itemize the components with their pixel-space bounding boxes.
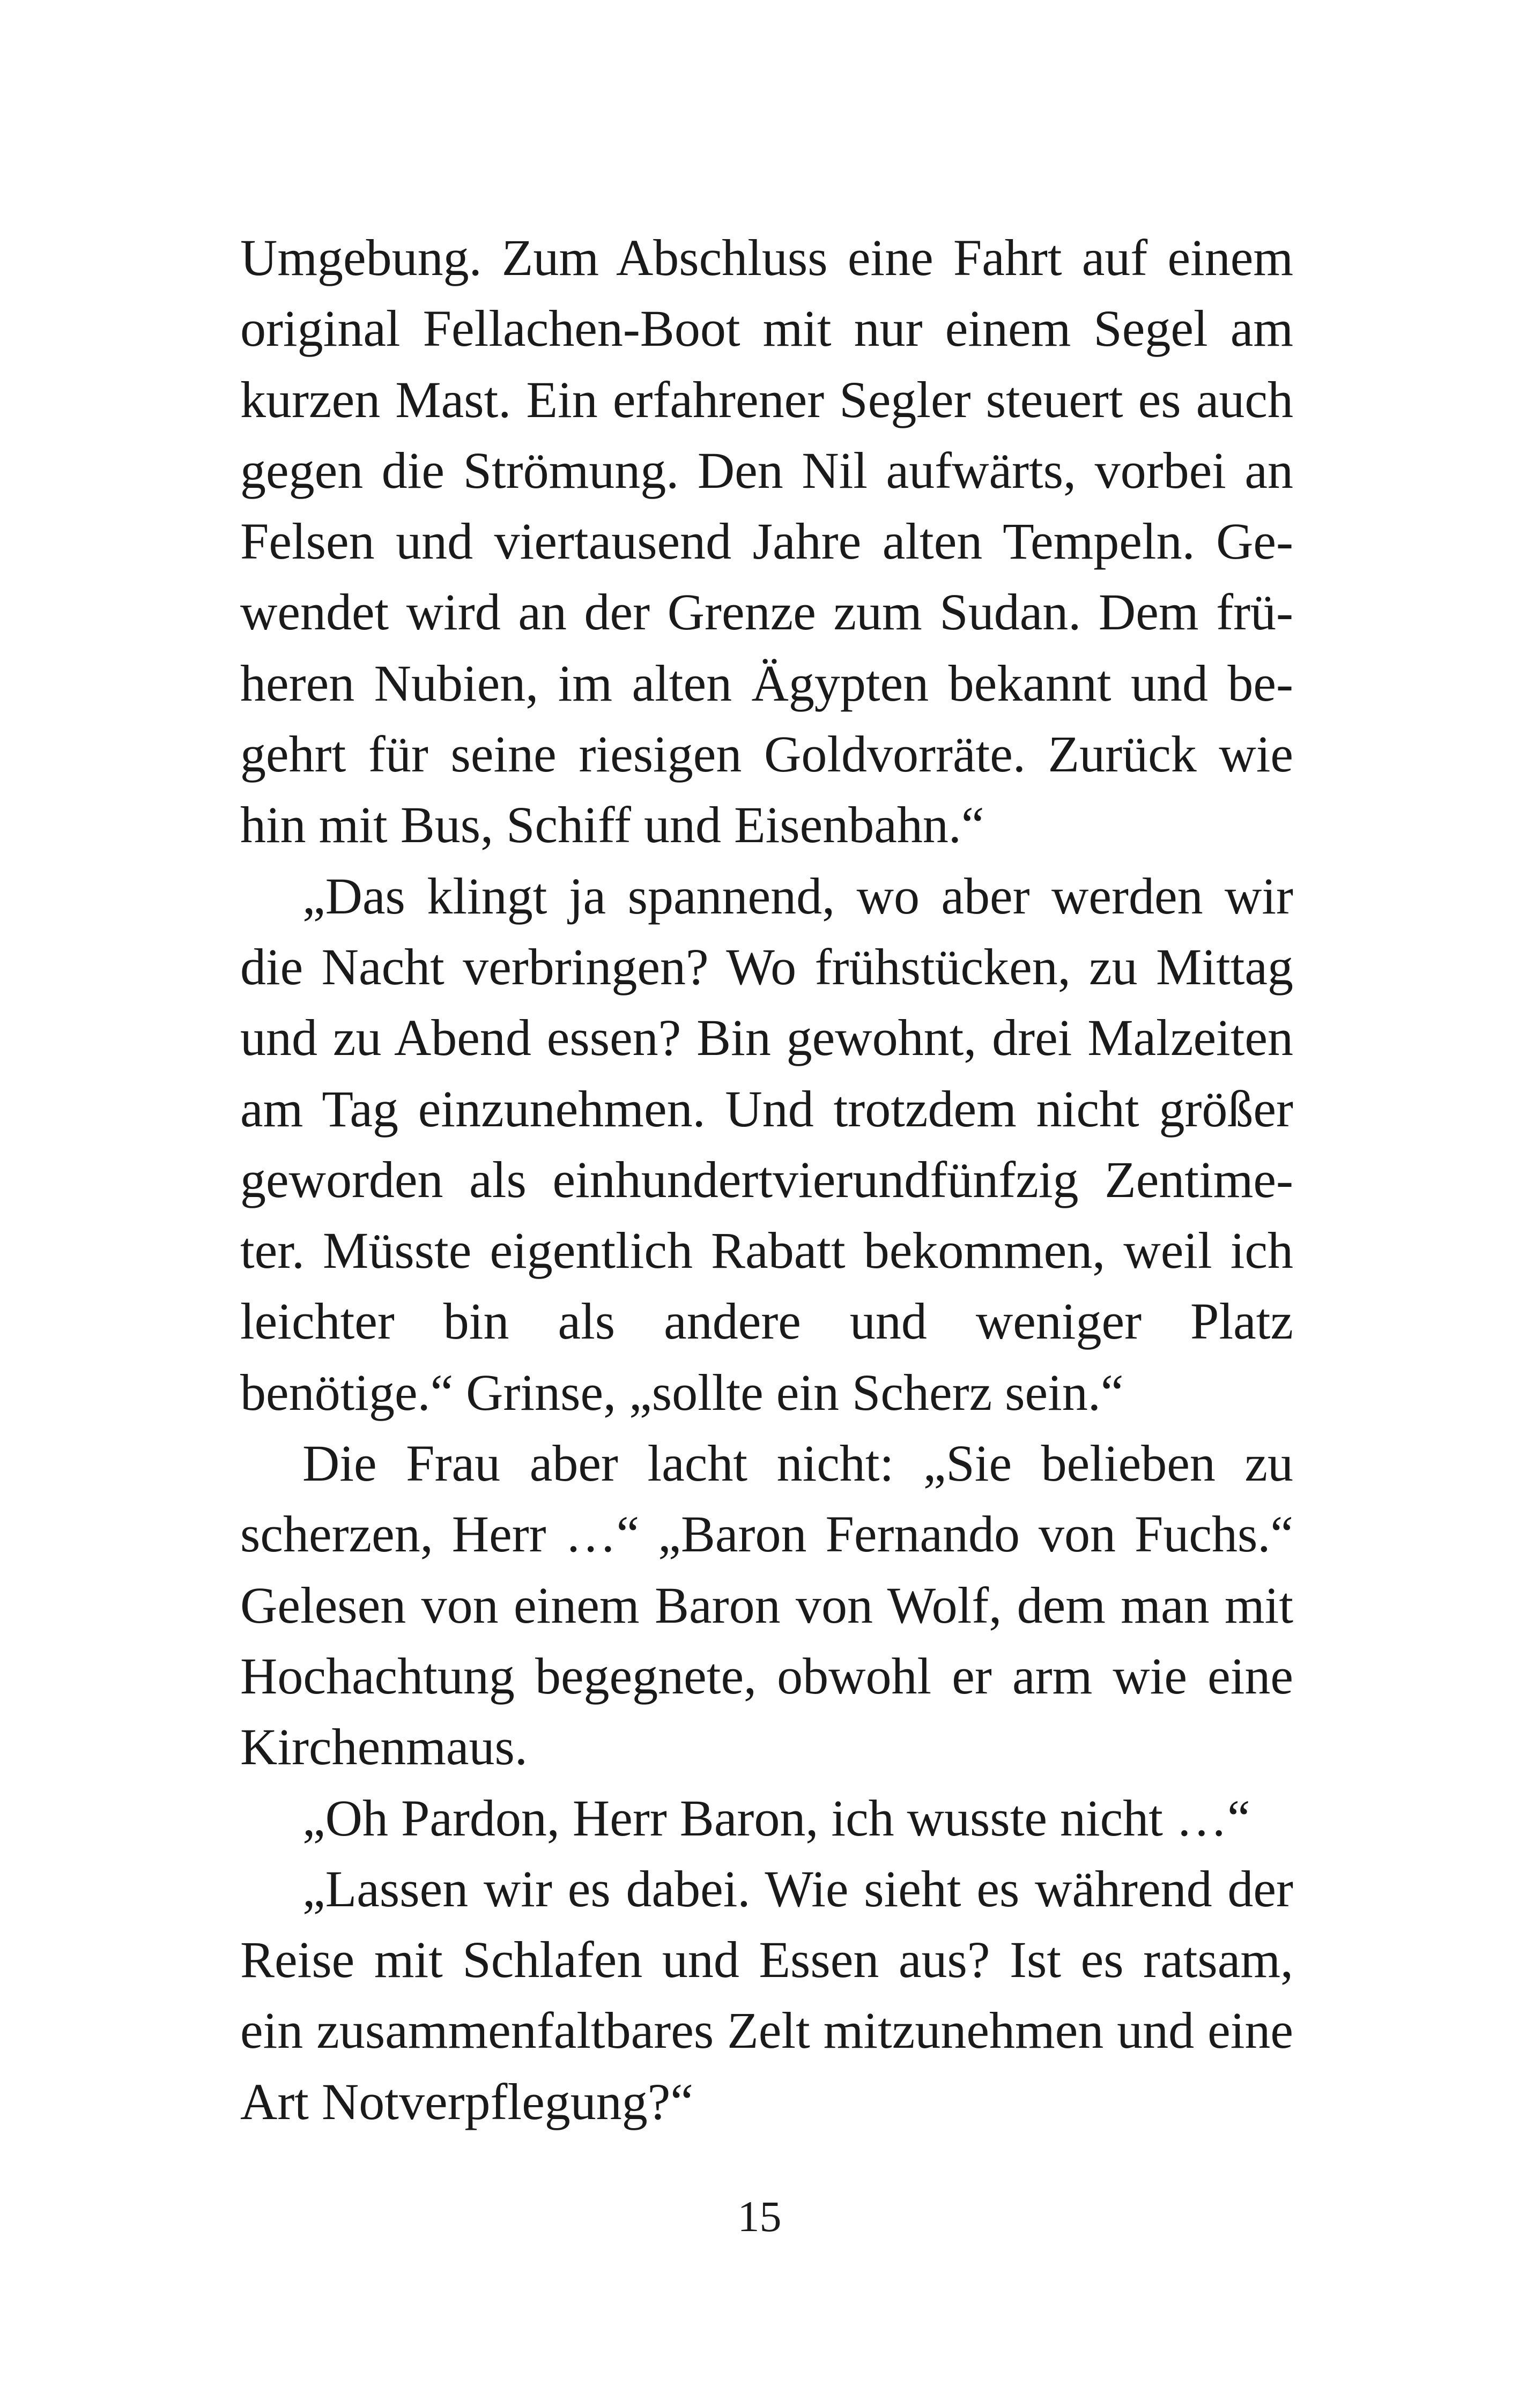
paragraph-1: Umgebung. Zum Abschluss eine Fahrt auf einem original Fellachen-Boot mit nur einem Segel am kurzen Mast. Ein erfahrener Segler steuert es auch gegen die Strömung. Den Nil aufwärts, vorbei an Felsen und viertausend Jahre alten Tempeln. Gewendet wird an der Grenze zum Sudan. Dem früheren Nubien, im alten Ägypten bekannt und begehrt für seine riesigen Goldvorräte. Zurück wie hin mit Bus, Schiff und Eisenbahn.“ xyxy=(240,229,1293,854)
paragraph-4: „Oh Pardon, Herr Baron, ich wusste nicht …“ xyxy=(302,1789,1250,1847)
paragraph-3: Die Frau aber lacht nicht: „Sie belieben zu scherzen, Herr …“ „Baron Fernando von Fuchs.“ Gelesen von einem Baron von Wolf, dem man mit Hochachtung begegnete, obwohl er arm wie eine Kirchenmaus. xyxy=(240,1435,1293,1776)
paragraph-2: „Das klingt ja spannend, wo aber werden wir die Nacht verbringen? Wo frühstücken, zu Mittag und zu Abend essen? Bin gewohnt, drei Malzeiten am Tag einzunehmen. Und trotzdem nicht größer geworden als einhundertvierundfünfzig Zentimeter. Müsste eigentlich Rabatt bekommen, weil ich leichter bin als andere und weniger Platz benötige.“ Grinse, „sollte ein Scherz sein.“ xyxy=(240,867,1293,1421)
paragraph-5: „Lassen wir es dabei. Wie sieht es während der Reise mit Schlafen und Essen aus? Ist es ratsam, ein zusammenfaltbares Zelt mitzunehmen und eine Art Notverpflegung?“ xyxy=(240,1860,1293,2130)
body-text xyxy=(240,222,1293,2137)
page-number: 15 xyxy=(737,2192,782,2241)
